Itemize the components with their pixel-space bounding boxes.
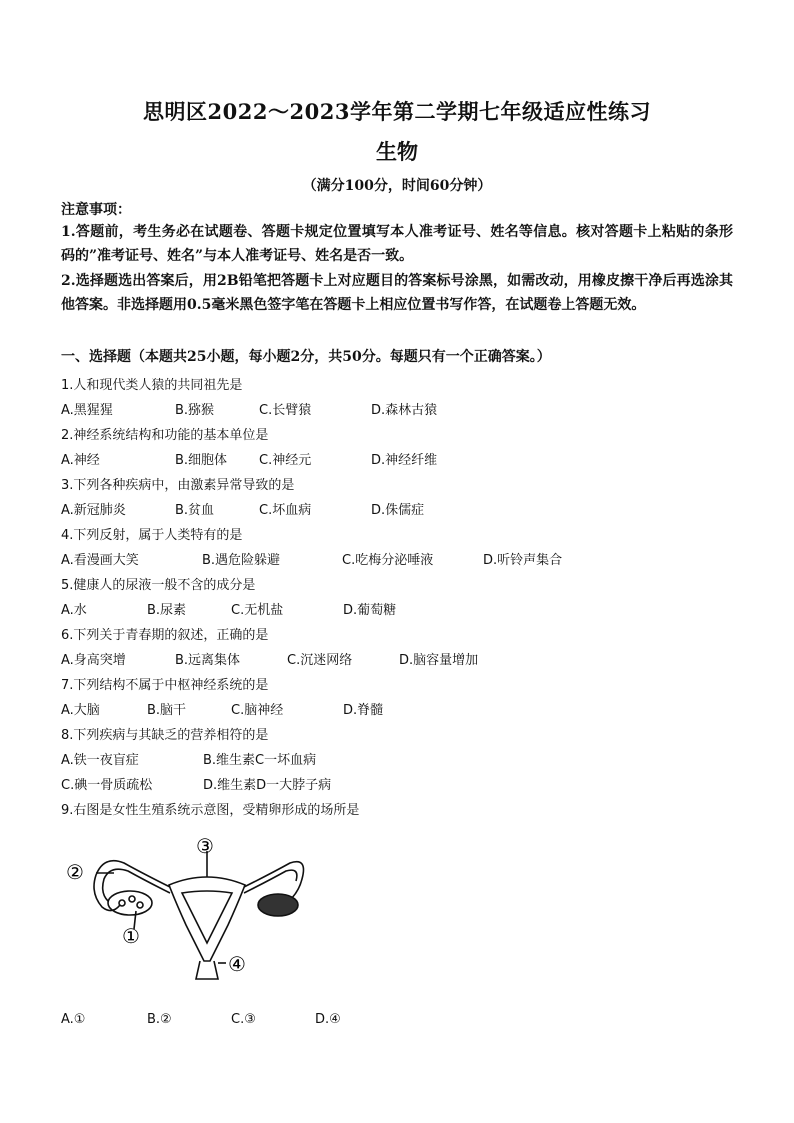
option-d: D.脊髓 bbox=[343, 703, 384, 718]
left-oviduct bbox=[94, 861, 170, 911]
note-item-2: 2.选择题选出答案后，用2B铅笔把答题卡上对应题目的答案标号涂黑，如需改动，用橡皮擦干净后再选涂其他答案。非选择题用0.5毫米黑色签字笔在答题卡上相应位置书写作答，在试题卷上答题无效。 bbox=[61, 273, 733, 313]
option-a: A.黑猩猩 bbox=[61, 403, 113, 418]
option-a: A.新冠肺炎 bbox=[61, 503, 126, 518]
option-a: A.大脑 bbox=[61, 703, 100, 718]
exam-subject: 生物 bbox=[376, 139, 418, 164]
option-c: C.③ bbox=[231, 1012, 256, 1027]
option-d: D.森林古猿 bbox=[371, 403, 438, 418]
option-d: D.④ bbox=[315, 1012, 341, 1027]
right-ovary bbox=[258, 894, 298, 916]
question-stem: 6.下列关于青春期的叙述，正确的是 bbox=[61, 628, 269, 643]
question-stem: 1.人和现代类人猿的共同祖先是 bbox=[61, 378, 243, 393]
option-c: C.碘一骨质疏松 bbox=[61, 778, 153, 793]
label-4: ④ bbox=[228, 952, 246, 976]
question-stem: 2.神经系统结构和功能的基本单位是 bbox=[61, 428, 269, 443]
option-b: B.维生素C一坏血病 bbox=[203, 753, 317, 768]
uterus-outline bbox=[169, 877, 245, 961]
option-c: C.长臂猿 bbox=[259, 403, 312, 418]
option-a: A.神经 bbox=[61, 453, 100, 468]
option-c: C.无机盐 bbox=[231, 603, 284, 618]
exam-info: （满分100分，时间60分钟） bbox=[302, 178, 492, 194]
option-b: B.尿素 bbox=[147, 603, 187, 618]
question-stem: 3.下列各种疾病中，由激素异常导致的是 bbox=[61, 478, 295, 493]
question-stem: 8.下列疾病与其缺乏的营养相符的是 bbox=[61, 728, 269, 743]
option-a: A.铁一夜盲症 bbox=[61, 753, 139, 768]
option-d: D.葡萄糖 bbox=[343, 603, 397, 618]
label-1: ① bbox=[122, 924, 140, 948]
option-a: A.水 bbox=[61, 603, 87, 618]
question-stem: 4.下列反射，属于人类特有的是 bbox=[61, 528, 243, 543]
option-d: D.维生素D一大脖子病 bbox=[203, 778, 332, 793]
exam-title: 思明区2022～2023学年第二学期七年级适应性练习 bbox=[143, 99, 651, 124]
section-heading: 一、选择题（本题共25小题，每小题2分，共50分。每题只有一个正确答案。） bbox=[61, 349, 551, 365]
notes-heading: 注意事项： bbox=[61, 202, 131, 218]
option-a: A.① bbox=[61, 1012, 86, 1027]
option-a: A.看漫画大笑 bbox=[61, 553, 139, 568]
option-d: D.脑容量增加 bbox=[399, 653, 479, 668]
option-d: D.听铃声集合 bbox=[483, 553, 563, 568]
option-d: D.侏儒症 bbox=[371, 503, 425, 518]
uterus-cavity bbox=[182, 891, 232, 943]
option-a: A.身高突增 bbox=[61, 653, 126, 668]
option-b: B.远离集体 bbox=[175, 653, 241, 668]
left-ovary bbox=[108, 891, 152, 915]
label-3: ③ bbox=[196, 834, 214, 858]
option-c: C.脑神经 bbox=[231, 703, 284, 718]
option-b: B.脑干 bbox=[147, 703, 187, 718]
option-c: C.吃梅分泌唾液 bbox=[342, 553, 434, 568]
option-b: B.遇危险躲避 bbox=[202, 553, 281, 568]
female-reproductive-system-figure bbox=[62, 833, 316, 1001]
question-stem: 7.下列结构不属于中枢神经系统的是 bbox=[61, 678, 269, 693]
question-stem: 5.健康人的尿液一般不含的成分是 bbox=[61, 578, 256, 593]
option-d: D.神经纤维 bbox=[371, 453, 438, 468]
option-b: B.猕猴 bbox=[175, 403, 215, 418]
option-c: C.神经元 bbox=[259, 453, 312, 468]
option-c: C.坏血病 bbox=[259, 503, 312, 518]
note-item-1: 1.答题前，考生务必在试题卷、答题卡规定位置填写本人准考证号、姓名等信息。核对答题卡上粘贴的条形码的”准考证号、姓名”与本人准考证号、姓名是否一致。 bbox=[61, 224, 733, 264]
option-b: B.贫血 bbox=[175, 503, 215, 518]
option-b: B.细胞体 bbox=[175, 453, 228, 468]
label-2: ② bbox=[66, 860, 84, 884]
question-stem: 9.右图是女性生殖系统示意图，受精卵形成的场所是 bbox=[61, 803, 360, 818]
option-c: C.沉迷网络 bbox=[287, 653, 353, 668]
vagina-outline bbox=[196, 961, 218, 979]
option-b: B.② bbox=[147, 1012, 172, 1027]
